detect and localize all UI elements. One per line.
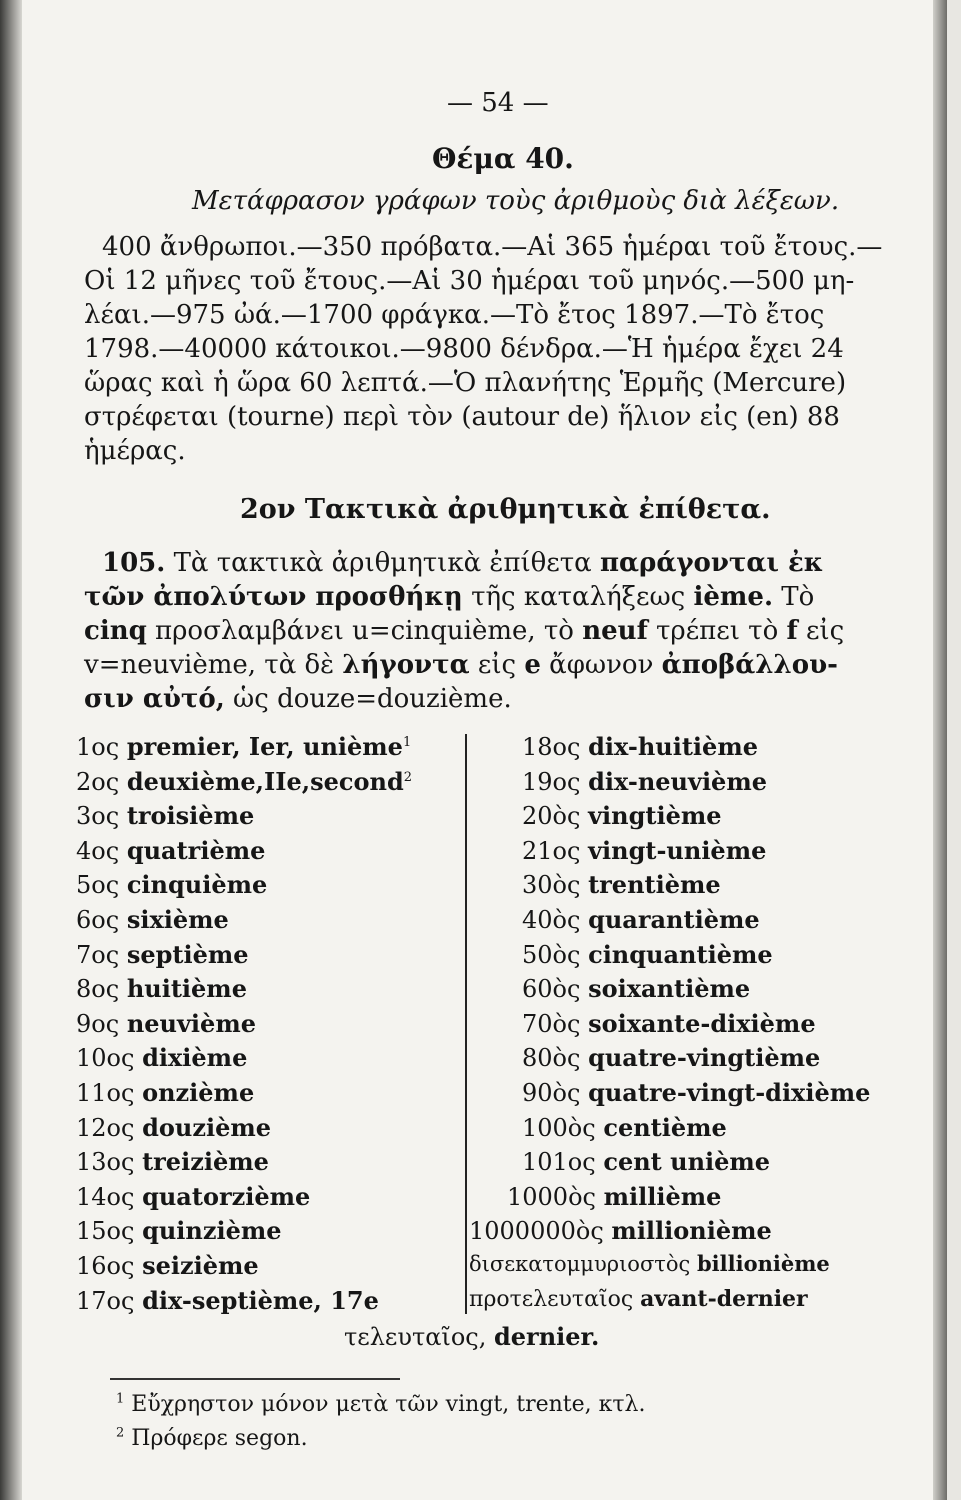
ordinal-french: vingtième bbox=[588, 801, 722, 831]
list-item bbox=[522, 1078, 870, 1107]
ordinal-french: cent unième bbox=[603, 1147, 771, 1177]
ordinal-french: seizième bbox=[142, 1251, 259, 1280]
rule-text: Τὸ bbox=[773, 582, 815, 612]
list-item bbox=[76, 974, 247, 1003]
ordinal-greek: 5ος bbox=[76, 871, 120, 900]
ordinal-french: neuvième bbox=[126, 1008, 256, 1038]
ordinal-greek: 100ὸς bbox=[522, 1113, 596, 1142]
ordinal-greek: 19ος bbox=[522, 767, 581, 796]
rule-text: προσλαμβάνει u=cinquième, τὸ bbox=[146, 616, 583, 646]
list-item bbox=[522, 940, 773, 969]
rule-line bbox=[84, 684, 512, 714]
ordinal-greek: 11ος bbox=[76, 1079, 135, 1107]
rule-bold: f bbox=[786, 616, 798, 646]
list-item bbox=[76, 940, 249, 969]
ordinal-french: trentième bbox=[588, 870, 721, 900]
ordinal-greek: 80ὸς bbox=[522, 1044, 581, 1073]
list-item bbox=[76, 836, 265, 865]
list-item bbox=[522, 1009, 816, 1038]
list-item bbox=[522, 974, 750, 1003]
footnote-ref: 2 bbox=[403, 769, 413, 785]
ordinal-greek: 18ος bbox=[522, 733, 581, 761]
ordinal-greek: 101ος bbox=[522, 1148, 596, 1177]
list-item bbox=[76, 1043, 247, 1072]
ordinal-french: quatre-vingt-dixième bbox=[588, 1078, 871, 1107]
ordinal-french: dernier. bbox=[494, 1322, 600, 1351]
list-item bbox=[522, 1113, 727, 1142]
exercise-instruction: Μετάφρασον γράφων τοὺς ἀριθμοὺς διὰ λέξεων. bbox=[192, 186, 840, 216]
footnote-mark: 2 bbox=[116, 1425, 125, 1441]
ordinal-greek: 90ὸς bbox=[522, 1079, 581, 1107]
page-edge-right bbox=[933, 0, 947, 1500]
ordinal-french: dixième bbox=[142, 1043, 248, 1073]
ordinal-greek: 1ος bbox=[76, 733, 120, 761]
ordinal-french: quatrième bbox=[126, 835, 266, 865]
rule-bold: σιν αὐτό, bbox=[84, 684, 225, 714]
ordinal-greek: 50ὸς bbox=[522, 940, 581, 969]
ordinal-greek: προτελευταῖος bbox=[469, 1286, 634, 1312]
ordinal-greek: 2ος bbox=[76, 767, 120, 796]
list-item bbox=[76, 732, 411, 761]
rule-text: εἰς bbox=[469, 650, 525, 680]
paragraph-number: 105. bbox=[102, 548, 166, 578]
rule-line bbox=[84, 582, 814, 612]
ordinal-french: premier, Ier, unième bbox=[126, 732, 403, 761]
footnote-text: Εὔχρηστον μόνον μετὰ τῶν vingt, trente, κτλ. bbox=[131, 1392, 646, 1417]
footnote-text: Πρόφερε segon. bbox=[131, 1426, 308, 1451]
ordinal-french: soixante-dixième bbox=[588, 1008, 816, 1038]
ordinal-french: quarantième bbox=[588, 905, 760, 934]
list-item bbox=[522, 1043, 820, 1072]
ordinal-greek: 30ὸς bbox=[522, 871, 581, 900]
exercise-line: ἡμέρας. bbox=[84, 436, 186, 466]
ordinal-french: dix-neuvième bbox=[588, 766, 767, 796]
exercise-line: 400 ἄνθρωποι.—350 πρόβατα.—Αἱ 365 ἡμέραι τοῦ ἔτους.— bbox=[102, 232, 883, 262]
page-number: — 54 — bbox=[447, 88, 549, 118]
rule-bold: ième. bbox=[693, 582, 774, 612]
ordinal-french: vingt-unième bbox=[588, 835, 767, 865]
ordinal-french: cinquantième bbox=[588, 939, 773, 969]
rule-line bbox=[84, 650, 838, 680]
ordinal-greek: 10ος bbox=[76, 1044, 135, 1073]
list-item bbox=[76, 767, 412, 796]
ordinal-french: avant-dernier bbox=[640, 1285, 808, 1312]
ordinal-greek: 70ὸς bbox=[522, 1009, 581, 1038]
rule-bold: τῶν ἀπολύτων προσθήκῃ bbox=[84, 582, 463, 612]
rule-bold: cinq bbox=[84, 616, 147, 646]
rule-text: εἰς bbox=[797, 616, 845, 646]
list-item bbox=[76, 801, 254, 830]
column-divider bbox=[465, 734, 467, 1314]
rule-bold: e bbox=[524, 650, 541, 680]
list-item bbox=[469, 1216, 772, 1245]
footnote-ref: 1 bbox=[402, 735, 412, 750]
list-item bbox=[76, 1182, 310, 1211]
ordinal-french: troisième bbox=[126, 801, 255, 831]
rule-text: v=neuvième, τὰ δὲ bbox=[84, 650, 343, 680]
ordinal-french: dix-septième, 17e bbox=[142, 1285, 379, 1315]
ordinal-french: quinzième bbox=[142, 1216, 282, 1246]
ordinal-french: dix-huitième bbox=[588, 732, 758, 761]
list-item bbox=[76, 1251, 259, 1280]
list-item bbox=[76, 1147, 269, 1176]
list-item bbox=[76, 1286, 379, 1315]
ordinal-greek: 60ὸς bbox=[522, 975, 581, 1004]
list-item bbox=[76, 1216, 282, 1245]
ordinal-french: onzième bbox=[142, 1078, 255, 1107]
list-item bbox=[76, 870, 267, 899]
ordinal-greek: 1000ὸς bbox=[507, 1182, 596, 1211]
exercise-line: ὥρας καὶ ἡ ὥρα 60 λεπτά.—Ὁ πλανήτης Ἑρμῆς (Mercure) bbox=[84, 368, 847, 398]
rule-line bbox=[84, 616, 844, 646]
rule-bold: λήγοντα bbox=[342, 650, 470, 680]
ordinal-french: millième bbox=[603, 1181, 722, 1211]
ordinal-french: treizième bbox=[142, 1147, 269, 1177]
book-page bbox=[22, 0, 947, 1500]
rule-bold: παράγονται ἐκ bbox=[599, 548, 824, 578]
list-item bbox=[76, 1113, 271, 1142]
footnote-rule bbox=[110, 1378, 400, 1380]
ordinal-greek: 16ος bbox=[76, 1252, 135, 1280]
rule-line bbox=[102, 548, 823, 578]
footnote-mark: 1 bbox=[116, 1391, 125, 1407]
ordinal-greek: 4ος bbox=[76, 836, 120, 865]
list-item bbox=[522, 836, 766, 865]
rule-bold: neuf bbox=[582, 616, 648, 646]
section-heading: 2ον Τακτικὰ ἀριθμητικὰ ἐπίθετα. bbox=[240, 494, 771, 525]
rule-bold: ἀποβάλλου- bbox=[661, 650, 838, 680]
ordinal-french: millionième bbox=[611, 1216, 772, 1246]
exercise-line: Οἱ 12 μῆνες τοῦ ἔτους.—Αἱ 30 ἡμέραι τοῦ μηνός.—500 μη- bbox=[84, 266, 855, 296]
ordinal-greek: 21ος bbox=[522, 836, 581, 865]
ordinal-greek: 13ος bbox=[76, 1148, 135, 1177]
ordinal-french: billionième bbox=[697, 1251, 830, 1276]
list-item bbox=[76, 905, 229, 934]
rule-text: Τὰ τακτικὰ ἀριθμητικὰ ἐπίθετα bbox=[173, 548, 600, 578]
list-item bbox=[469, 1286, 808, 1312]
ordinal-greek: 12ος bbox=[76, 1113, 135, 1142]
exercise-title: Θέμα 40. bbox=[432, 142, 574, 175]
list-item bbox=[507, 1182, 721, 1211]
list-item bbox=[76, 1009, 256, 1038]
list-item bbox=[76, 1078, 254, 1107]
exercise-line: 1798.—40000 κάτοικοι.—9800 δένδρα.—Ἡ ἡμέρα ἔχει 24 bbox=[84, 334, 844, 364]
last-ordinal bbox=[344, 1322, 599, 1351]
ordinal-greek: 7ος bbox=[76, 940, 120, 969]
rule-text: ἄφωνον bbox=[540, 650, 662, 680]
list-item bbox=[522, 870, 721, 899]
ordinal-greek: 8ος bbox=[76, 975, 120, 1004]
list-item bbox=[522, 732, 758, 761]
list-item bbox=[522, 801, 722, 830]
ordinal-french: quatre-vingtième bbox=[588, 1043, 821, 1073]
ordinal-french: cinquième bbox=[126, 870, 268, 900]
ordinal-greek: 17ος bbox=[76, 1286, 135, 1315]
exercise-line: στρέφεται (tourne) περὶ τὸν (autour de) ἥλιον εἰς (en) 88 bbox=[84, 402, 840, 432]
ordinal-greek: 6ος bbox=[76, 906, 120, 934]
ordinal-greek: 14ος bbox=[76, 1182, 135, 1211]
rule-text: ὡς douze=douzième. bbox=[224, 684, 512, 714]
footnote-2 bbox=[116, 1426, 308, 1451]
ordinal-greek: 3ος bbox=[76, 802, 120, 831]
footnote-1 bbox=[116, 1392, 645, 1417]
ordinal-french: douzième bbox=[142, 1112, 271, 1142]
ordinal-french: centième bbox=[603, 1112, 727, 1142]
ordinal-french: quatorzième bbox=[142, 1181, 311, 1211]
ordinal-greek: 20ὸς bbox=[522, 802, 581, 831]
ordinal-greek: 15ος bbox=[76, 1217, 135, 1246]
page-binding-shadow bbox=[0, 0, 22, 1500]
exercise-line: λέαι.—975 ὠά.—1700 φράγκα.—Τὸ ἔτος 1897.—Τὸ ἔτος bbox=[84, 300, 825, 330]
list-item bbox=[522, 1147, 770, 1176]
ordinal-greek: 1000000ὸς bbox=[469, 1217, 604, 1246]
ordinal-greek: τελευταῖος, bbox=[344, 1323, 487, 1351]
list-item bbox=[522, 767, 767, 796]
ordinal-greek: 9ος bbox=[76, 1009, 120, 1038]
ordinal-french: huitième bbox=[126, 974, 247, 1004]
ordinal-greek: δισεκατομμυριοστὸς bbox=[469, 1252, 691, 1276]
ordinal-french: deuxième,IIe,second bbox=[126, 766, 404, 796]
list-item bbox=[522, 905, 760, 934]
ordinal-french: soixantième bbox=[588, 974, 751, 1004]
list-item bbox=[469, 1251, 830, 1276]
rule-text: τῆς καταλήξεως bbox=[462, 582, 694, 612]
ordinal-french: septième bbox=[126, 939, 249, 969]
rule-text: τρέπει τὸ bbox=[647, 616, 787, 646]
ordinal-french: sixième bbox=[126, 905, 229, 934]
ordinal-greek: 40ὸς bbox=[522, 906, 581, 934]
